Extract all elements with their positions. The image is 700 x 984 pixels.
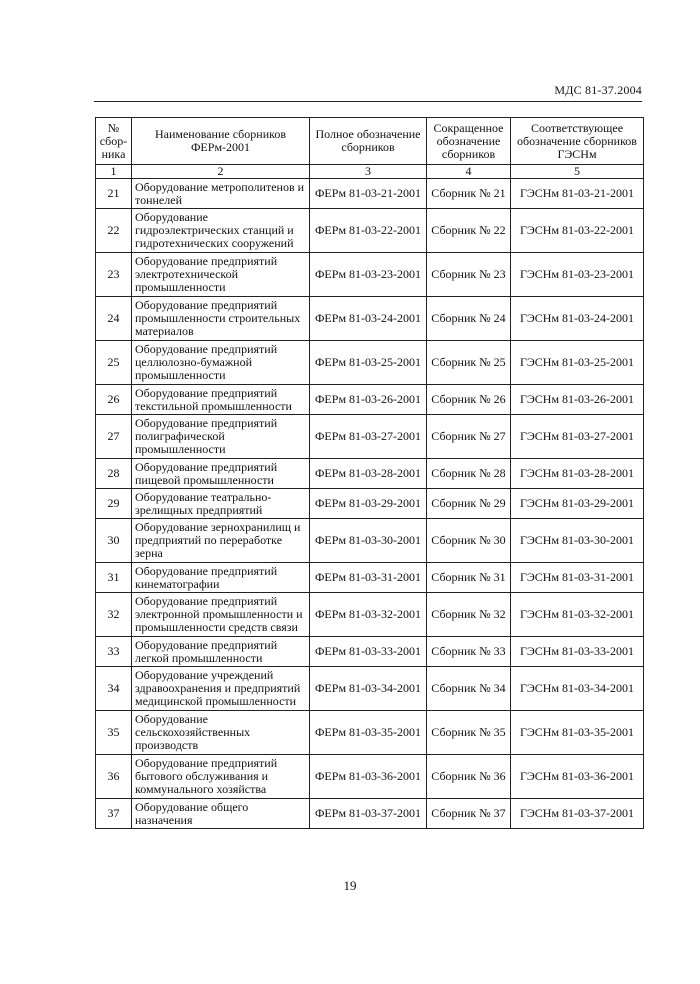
full-designation-cell: ФЕРм 81-03-35-2001	[310, 711, 427, 755]
full-designation-cell: ФЕРм 81-03-34-2001	[310, 667, 427, 711]
row-number-cell: 30	[96, 519, 132, 563]
short-designation-cell: Сборник № 27	[427, 415, 511, 459]
full-designation-cell: ФЕРм 81-03-25-2001	[310, 341, 427, 385]
row-number-cell: 27	[96, 415, 132, 459]
row-number-cell: 25	[96, 341, 132, 385]
gesnm-designation-cell: ГЭСНм 81-03-27-2001	[511, 415, 644, 459]
page-number: 19	[343, 878, 357, 893]
short-designation-cell: Сборник № 28	[427, 459, 511, 489]
header-name: Наименование сборников ФЕРм-2001	[132, 118, 310, 165]
document-code: МДС 81-37.2004	[554, 83, 642, 97]
gesnm-designation-cell: ГЭСНм 81-03-33-2001	[511, 637, 644, 667]
table-row	[96, 209, 644, 253]
gesnm-designation-cell: ГЭСНм 81-03-21-2001	[511, 179, 644, 209]
short-designation-cell: Сборник № 32	[427, 593, 511, 637]
collection-name-cell: Оборудование зернохранилищ и предприятий по переработке зерна	[132, 519, 310, 563]
header-full-designation: Полное обозначение сборников	[310, 118, 427, 165]
short-designation-cell: Сборник № 26	[427, 385, 511, 415]
row-number-cell: 28	[96, 459, 132, 489]
gesnm-designation-cell: ГЭСНм 81-03-32-2001	[511, 593, 644, 637]
full-designation-cell: ФЕРм 81-03-26-2001	[310, 385, 427, 415]
collection-name-cell: Оборудование предприятий полиграфической промышленности	[132, 415, 310, 459]
table-row	[96, 415, 644, 459]
table-row	[96, 563, 644, 593]
short-designation-cell: Сборник № 23	[427, 253, 511, 297]
gesnm-designation-cell: ГЭСНм 81-03-30-2001	[511, 519, 644, 563]
gesnm-designation-cell: ГЭСНм 81-03-24-2001	[511, 297, 644, 341]
short-designation-cell: Сборник № 37	[427, 799, 511, 829]
gesnm-designation-cell: ГЭСНм 81-03-26-2001	[511, 385, 644, 415]
short-designation-cell: Сборник № 33	[427, 637, 511, 667]
full-designation-cell: ФЕРм 81-03-27-2001	[310, 415, 427, 459]
gesnm-designation-cell: ГЭСНм 81-03-35-2001	[511, 711, 644, 755]
full-designation-cell: ФЕРм 81-03-37-2001	[310, 799, 427, 829]
short-designation-cell: Сборник № 29	[427, 489, 511, 519]
table-row	[96, 459, 644, 489]
short-designation-cell: Сборник № 31	[427, 563, 511, 593]
collection-name-cell: Оборудование предприятий целлюлозно-бумажной промышленности	[132, 341, 310, 385]
table-row	[96, 799, 644, 829]
row-number-cell: 26	[96, 385, 132, 415]
table-row	[96, 755, 644, 799]
table-row	[96, 179, 644, 209]
gesnm-designation-cell: ГЭСНм 81-03-29-2001	[511, 489, 644, 519]
short-designation-cell: Сборник № 22	[427, 209, 511, 253]
row-number-cell: 34	[96, 667, 132, 711]
row-number-cell: 21	[96, 179, 132, 209]
full-designation-cell: ФЕРм 81-03-21-2001	[310, 179, 427, 209]
table-row	[96, 711, 644, 755]
row-number-cell: 23	[96, 253, 132, 297]
gesnm-designation-cell: ГЭСНм 81-03-36-2001	[511, 755, 644, 799]
collection-name-cell: Оборудование учреждений здравоохранения и предприятий медицинской промышленности	[132, 667, 310, 711]
collection-name-cell: Оборудование предприятий кинематографии	[132, 563, 310, 593]
header-short-designation: Сокращенное обозначение сборников	[427, 118, 511, 165]
collections-table	[95, 117, 644, 829]
row-number-cell: 37	[96, 799, 132, 829]
collection-name-cell: Оборудование метрополитенов и тоннелей	[132, 179, 310, 209]
table-row	[96, 667, 644, 711]
table-row	[96, 489, 644, 519]
full-designation-cell: ФЕРм 81-03-33-2001	[310, 637, 427, 667]
row-number-cell: 24	[96, 297, 132, 341]
collection-name-cell: Оборудование предприятий электротехнической промышленности	[132, 253, 310, 297]
full-designation-cell: ФЕРм 81-03-32-2001	[310, 593, 427, 637]
header-gesnm-designation: Соответствующее обозначение сборников ГЭСНм	[511, 118, 644, 165]
gesnm-designation-cell: ГЭСНм 81-03-34-2001	[511, 667, 644, 711]
short-designation-cell: Сборник № 24	[427, 297, 511, 341]
row-number-cell: 36	[96, 755, 132, 799]
collection-name-cell: Оборудование сельскохозяйственных производств	[132, 711, 310, 755]
full-designation-cell: ФЕРм 81-03-22-2001	[310, 209, 427, 253]
full-designation-cell: ФЕРм 81-03-31-2001	[310, 563, 427, 593]
collection-name-cell: Оборудование предприятий легкой промышленности	[132, 637, 310, 667]
column-index: 4	[427, 165, 511, 179]
collection-name-cell: Оборудование предприятий бытового обслуживания и коммунального хозяйства	[132, 755, 310, 799]
short-designation-cell: Сборник № 35	[427, 711, 511, 755]
table-row	[96, 297, 644, 341]
short-designation-cell: Сборник № 25	[427, 341, 511, 385]
collection-name-cell: Оборудование общего назначения	[132, 799, 310, 829]
table-row	[96, 341, 644, 385]
collection-name-cell: Оборудование театрально-зрелищных предприятий	[132, 489, 310, 519]
table-header-row	[96, 118, 644, 165]
table-row	[96, 593, 644, 637]
column-index: 3	[310, 165, 427, 179]
short-designation-cell: Сборник № 34	[427, 667, 511, 711]
row-number-cell: 32	[96, 593, 132, 637]
gesnm-designation-cell: ГЭСНм 81-03-28-2001	[511, 459, 644, 489]
collection-name-cell: Оборудование предприятий промышленности строительных материалов	[132, 297, 310, 341]
gesnm-designation-cell: ГЭСНм 81-03-23-2001	[511, 253, 644, 297]
header-number: № сбор- ника	[96, 118, 132, 165]
collection-name-cell: Оборудование гидроэлектрических станций и гидротехнических сооружений	[132, 209, 310, 253]
column-index: 2	[132, 165, 310, 179]
collection-name-cell: Оборудование предприятий текстильной промышленности	[132, 385, 310, 415]
gesnm-designation-cell: ГЭСНм 81-03-37-2001	[511, 799, 644, 829]
column-index-row	[96, 165, 644, 179]
collection-name-cell: Оборудование предприятий пищевой промышленности	[132, 459, 310, 489]
gesnm-designation-cell: ГЭСНм 81-03-31-2001	[511, 563, 644, 593]
gesnm-designation-cell: ГЭСНм 81-03-22-2001	[511, 209, 644, 253]
row-number-cell: 22	[96, 209, 132, 253]
table-row	[96, 519, 644, 563]
collection-name-cell: Оборудование предприятий электронной промышленности и промышленности средств связи	[132, 593, 310, 637]
header-divider	[94, 101, 642, 102]
table-row	[96, 253, 644, 297]
full-designation-cell: ФЕРм 81-03-30-2001	[310, 519, 427, 563]
table-row	[96, 637, 644, 667]
full-designation-cell: ФЕРм 81-03-23-2001	[310, 253, 427, 297]
full-designation-cell: ФЕРм 81-03-29-2001	[310, 489, 427, 519]
table-row	[96, 385, 644, 415]
column-index: 5	[511, 165, 644, 179]
short-designation-cell: Сборник № 30	[427, 519, 511, 563]
row-number-cell: 35	[96, 711, 132, 755]
row-number-cell: 31	[96, 563, 132, 593]
column-index: 1	[96, 165, 132, 179]
row-number-cell: 29	[96, 489, 132, 519]
short-designation-cell: Сборник № 21	[427, 179, 511, 209]
row-number-cell: 33	[96, 637, 132, 667]
short-designation-cell: Сборник № 36	[427, 755, 511, 799]
gesnm-designation-cell: ГЭСНм 81-03-25-2001	[511, 341, 644, 385]
full-designation-cell: ФЕРм 81-03-28-2001	[310, 459, 427, 489]
full-designation-cell: ФЕРм 81-03-24-2001	[310, 297, 427, 341]
full-designation-cell: ФЕРм 81-03-36-2001	[310, 755, 427, 799]
